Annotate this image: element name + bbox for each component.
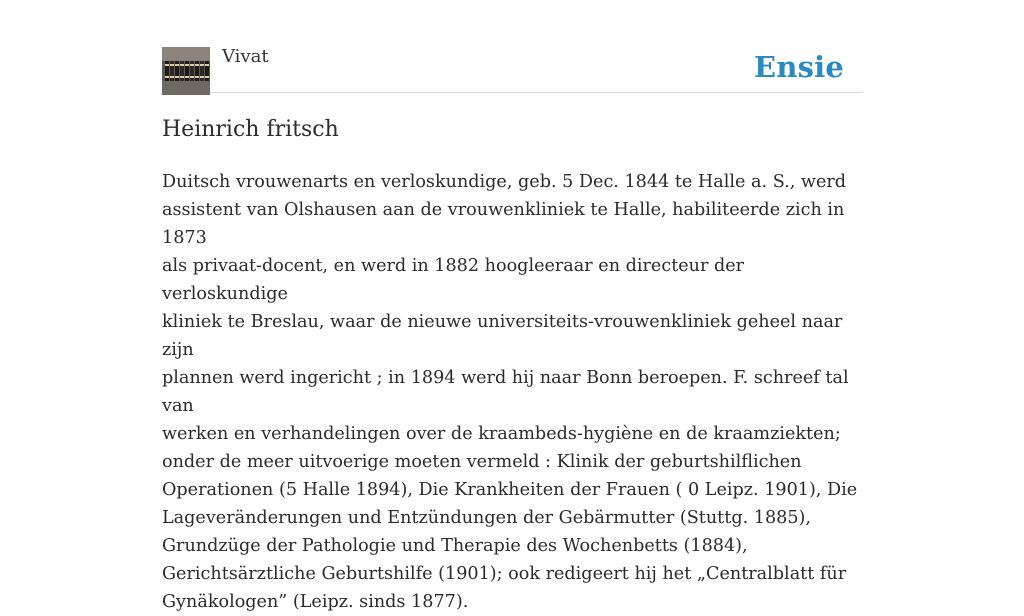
article-body-line: werken en verhandelingen over de kraambeds-hygiène en de kraamziekten; [162,424,841,444]
book-spines-icon [162,47,210,95]
ensie-logo-link[interactable]: Ensie [754,50,844,84]
page-container [162,46,862,612]
article-body-line: Grundzüge der Pathologie und Therapie des Wochenbetts (1884), [162,536,748,556]
article-body [162,168,866,616]
page-title: Heinrich fritsch [162,117,339,142]
article-body-line: Gerichtsärztliche Geburtshilfe (1901); ook redigeert hij het „Centralblatt für [162,564,847,584]
article-body-line: Operationen (5 Halle 1894), Die Krankheiten der Frauen ( 0 Leipz. 1901), Die [162,480,858,500]
article-body-line: Gynäkologen” (Leipz. sinds 1877). [162,592,469,612]
article-body-line: Lageveränderungen und Entzündungen der Gebärmutter (Stuttg. 1885), [162,508,812,528]
page-header [162,46,862,93]
author-name[interactable]: Vivat [222,46,269,67]
article-body-line: als privaat-docent, en werd in 1882 hoogleeraar en directeur der verloskundige [162,256,745,304]
article-body-line: assistent van Olshausen aan de vrouwenkliniek te Halle, habiliteerde zich in 1873 [162,200,845,248]
article-body-line: onder de meer uitvoerige moeten vermeld : Klinik der geburtshilflichen [162,452,802,472]
article-body-line: Duitsch vrouwenarts en verloskundige, geb. 5 Dec. 1844 te Halle a. S., werd [162,172,847,192]
article-body-line: kliniek te Breslau, waar de nieuwe universiteits-vrouwenkliniek geheel naar zijn [162,312,843,360]
author-avatar[interactable] [162,47,210,95]
article-body-line: plannen werd ingericht ; in 1894 werd hij naar Bonn beroepen. F. schreef tal van [162,368,849,416]
